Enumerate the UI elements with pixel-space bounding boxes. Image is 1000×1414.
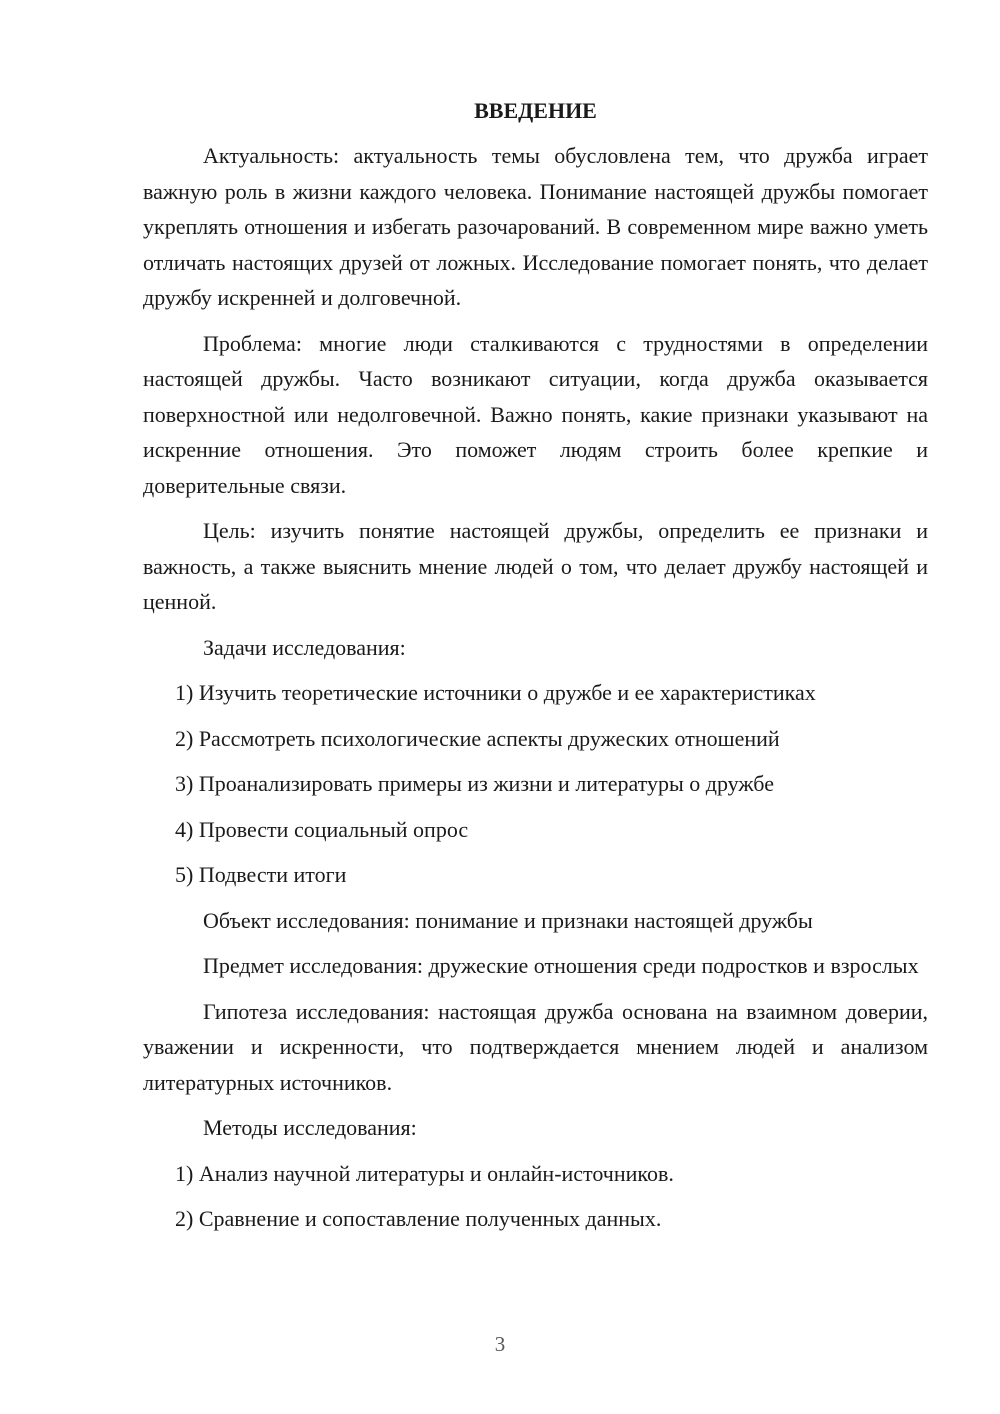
methods-heading: Методы исследования: xyxy=(203,1115,417,1140)
subject-paragraph: Предмет исследования: дружеские отношения среди подростков и взрослых xyxy=(203,953,919,978)
task-item: 1) Изучить теоретические источники о дружбе и ее характеристиках xyxy=(175,680,816,705)
object-paragraph: Объект исследования: понимание и признаки настоящей дружбы xyxy=(203,907,813,933)
section-title: ВВЕДЕНИЕ xyxy=(474,98,597,123)
goal-paragraph: Цель: изучить понятие настоящей дружбы, определить ее признаки и важность, а также выяснить мнение людей о том, что делает дружбу настоящей и ценной. xyxy=(143,518,928,614)
method-item: 2) Сравнение и сопоставление полученных данных. xyxy=(175,1206,662,1231)
task-item: 2) Рассмотреть психологические аспекты дружеских отношений xyxy=(175,725,780,751)
task-item: 5) Подвести итоги xyxy=(175,862,347,887)
tasks-heading: Задачи исследования: xyxy=(203,634,406,660)
problem-paragraph: Проблема: многие люди сталкиваются с трудностями в определении настоящей дружбы. Часто возникают ситуации, когда дружба оказывается поверхностной или недолговечной. Важно понять, какие признаки указывают на искренние отношения. Это поможет людям строить более крепкие и доверительные связи. xyxy=(143,330,928,498)
page-number: 3 xyxy=(494,1332,506,1356)
hypothesis-paragraph: Гипотеза исследования: настоящая дружба основана на взаимном доверии, уважении и искренности, что подтверждается мнением людей и анализом литературных источников. xyxy=(143,998,928,1095)
task-item: 4) Провести социальный опрос xyxy=(175,816,469,842)
task-item: 3) Проанализировать примеры из жизни и литературы о дружбе xyxy=(175,771,774,796)
relevance-paragraph: Актуальность: актуальность темы обусловлена тем, что дружба играет важную роль в жизни каждого человека. Понимание настоящей дружбы помогает укреплять отношения и избегать разочарований. В современном мире важно уметь отличать настоящих друзей от ложных. Исследование помогает понять, что делает дружбу искренней и долговечной. xyxy=(143,143,928,310)
method-item: 1) Анализ научной литературы и онлайн-источников. xyxy=(175,1160,674,1186)
